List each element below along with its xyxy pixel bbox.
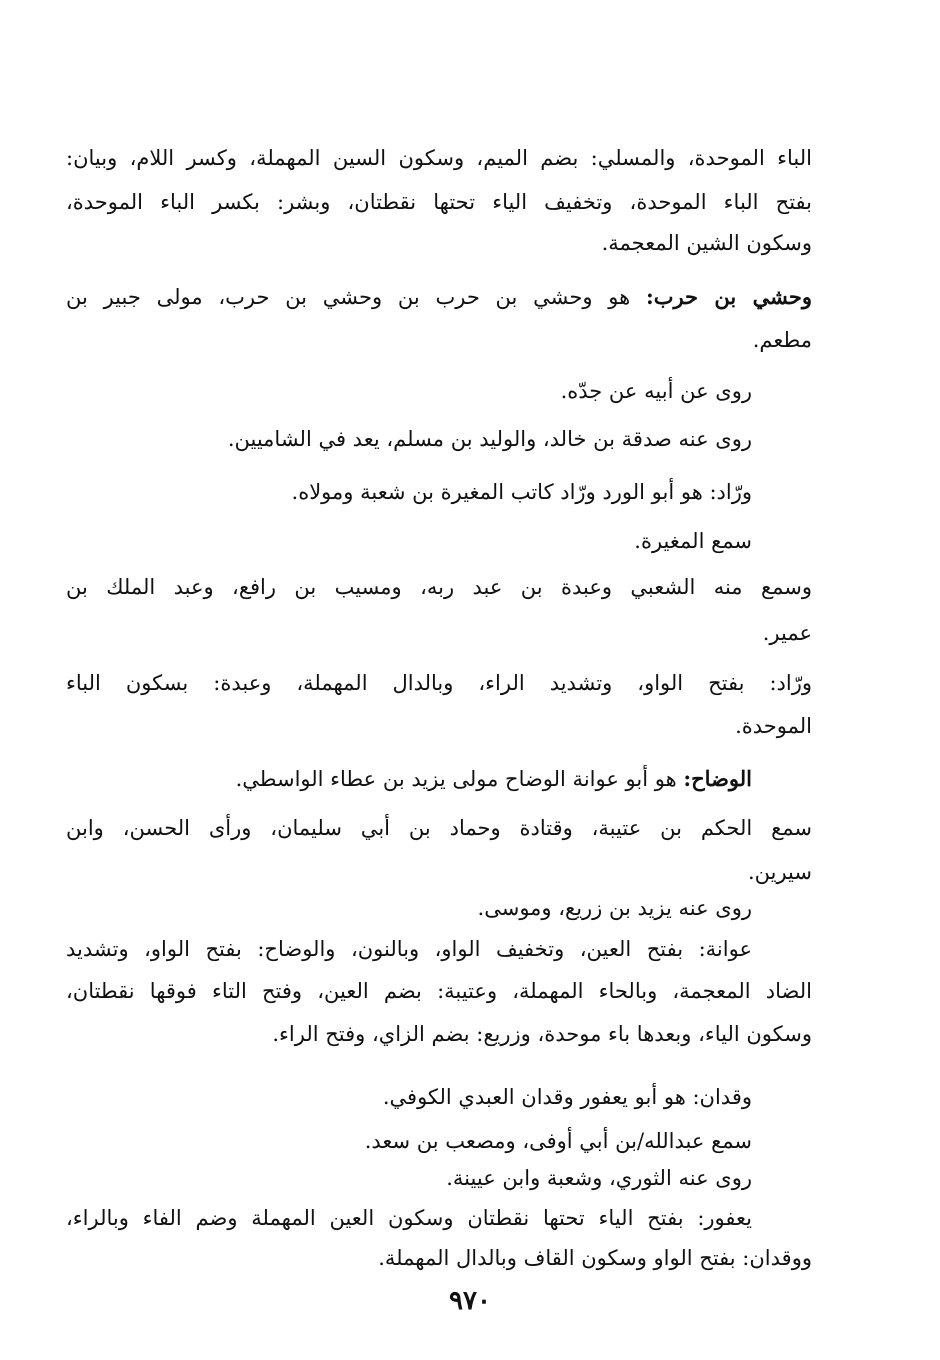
text-line: سمع عبدالله/بن أبي أوفى، ومصعب بن سعد. xyxy=(364,1129,752,1153)
entry-line: ورّاد: هو أبو الورد ورّاد كاتب المغيرة بن شعبة ومولاه. xyxy=(291,480,752,504)
entry-line: الوضاح: هو أبو عوانة الوضاح مولى يزيد بن عطاء الواسطي. xyxy=(235,766,752,791)
text-line: روى عن أبيه عن جدّه. xyxy=(560,379,752,403)
text-line: روى عنه صدقة بن خالد، والوليد بن مسلم، يعد في الشاميين. xyxy=(227,427,752,451)
text-line: وسكون الشين المعجمة. xyxy=(601,231,812,255)
entry-heading: وحشي بن حرب: xyxy=(645,284,812,309)
page-number: ٩٧٠ xyxy=(449,1286,491,1316)
entry-heading: الوضاح: xyxy=(683,766,752,791)
text-line: الضاد المعجمة، وبالحاء المهملة، وعتيبة: بضم العين، وفتح التاء فوقها نقطتان، xyxy=(66,979,812,1003)
text-line: بفتح الباء الموحدة، وتخفيف الياء تحتها نقطتان، وبشر: بكسر الباء الموحدة، xyxy=(66,190,812,214)
text-line: الباء الموحدة، والمسلي: بضم الميم، وسكون السين المهملة، وكسر اللام، وبيان: xyxy=(66,146,812,170)
text-line: يعفور: بفتح الياء تحتها نقطتان وسكون العين المهملة وضم الفاء وبالراء، xyxy=(66,1206,752,1230)
text-line: وسمع منه الشعبي وعبدة بن عبد ربه، ومسيب بن رافع، وعبد الملك بن xyxy=(66,575,812,599)
text-line: روى عنه الثوري، وشعبة وابن عيينة. xyxy=(446,1166,752,1190)
text-line: عمير. xyxy=(762,621,812,645)
text-line: روى عنه يزيد بن زريع، وموسى. xyxy=(477,896,752,920)
text-line: وسكون الياء، وبعدها باء موحدة، وزريع: بضم الزاي، وفتح الراء. xyxy=(272,1022,812,1046)
text-line: سيرين. xyxy=(747,860,812,884)
text-line: سمع المغيرة. xyxy=(634,529,752,553)
entry-line: وحشي بن حرب: هو وحشي بن حرب بن وحشي بن حرب، مولى جبير بن xyxy=(66,284,812,309)
text-line: مطعم. xyxy=(752,328,812,352)
text-line: ورّاد: بفتح الواو، وتشديد الراء، وبالدال المهملة، وعبدة: بسكون الباء xyxy=(66,671,812,695)
text-line: الموحدة. xyxy=(735,714,812,738)
text-line: سمع الحكم بن عتيبة، وقتادة وحماد بن أبي سليمان، ورأى الحسن، وابن xyxy=(66,816,812,840)
text-line: ووقدان: بفتح الواو وسكون القاف وبالدال المهملة. xyxy=(378,1246,812,1270)
entry-heading: ورّاد: xyxy=(709,480,752,504)
text-line: عوانة: بفتح العين، وتخفيف الواو، وبالنون، والوضاح: بفتح الواو، وتشديد xyxy=(66,937,752,961)
text-line: وقدان: هو أبو يعفور وقدان العبدي الكوفي. xyxy=(382,1085,752,1109)
